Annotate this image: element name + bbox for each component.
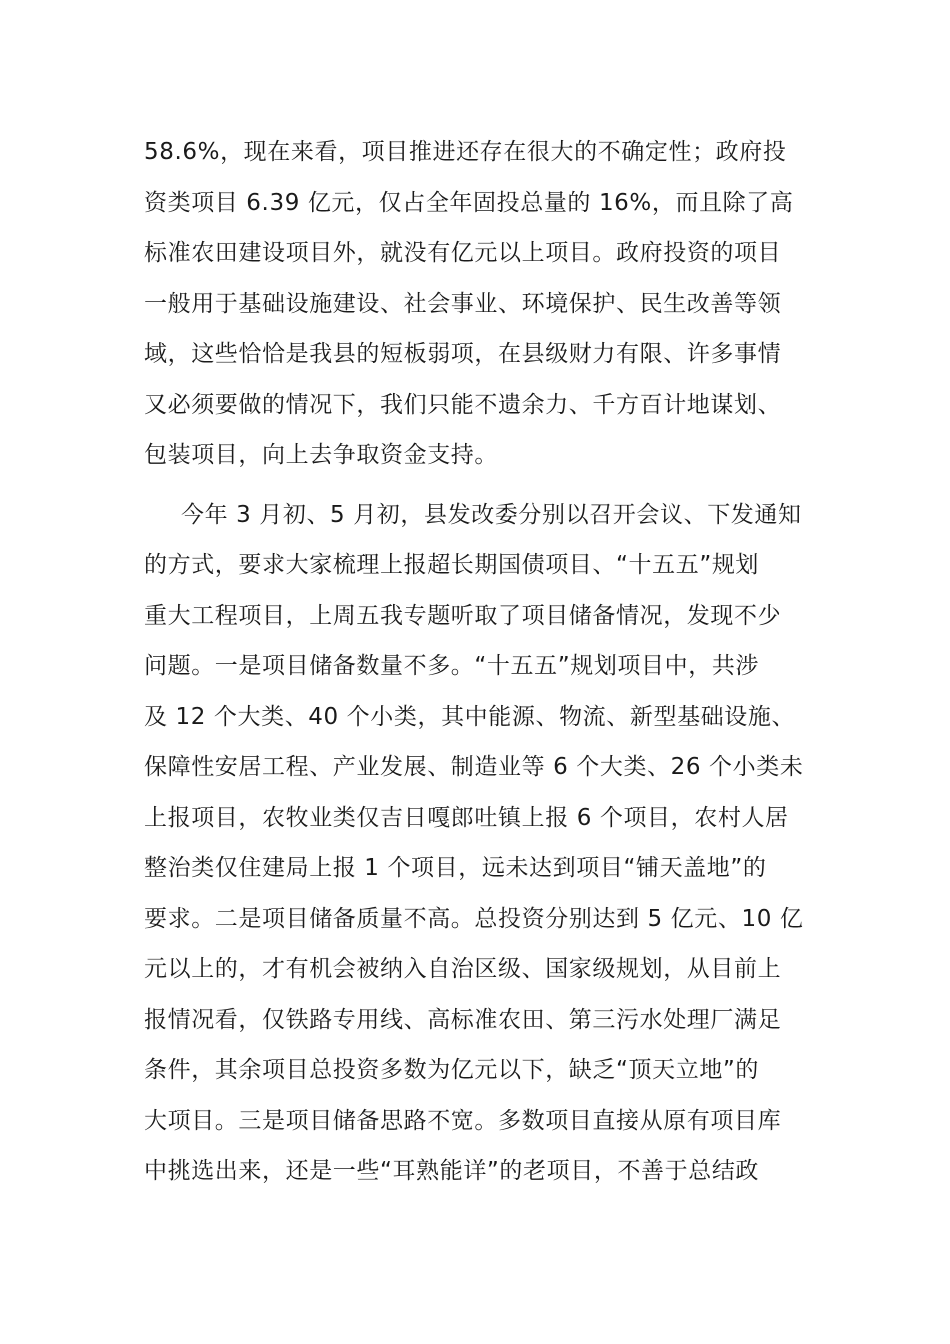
text-line: 资类项目 6.39 亿元，仅占全年固投总量的 16%，而且除了高 xyxy=(144,189,794,216)
text-line xyxy=(144,1197,808,1248)
text-line: 保障性安居工程、产业发展、制造业等 6 个大类、26 个小类未 xyxy=(144,754,804,780)
text-line: 上报项目，农牧业类仅吉日嘎郎吐镇上报 6 个项目，农村人居 xyxy=(144,804,789,831)
text-line: 要求。二是项目储备质量不高。总投资分别达到 5 亿元、10 亿 xyxy=(144,905,804,932)
text-line: 大项目。三是项目储备思路不宽。多数项目直接从原有项目库 xyxy=(144,1107,782,1134)
paragraph-spacer xyxy=(144,481,808,490)
text-line: 一般用于基础设施建设、社会事业、环境保护、民生改善等领 xyxy=(144,290,782,317)
text-line: 及 12 个大类、40 个小类，其中能源、物流、新型基础设施、 xyxy=(144,703,796,730)
text-line: 又必须要做的情况下，我们只能不遗余力、千方百计地谋划、 xyxy=(144,391,782,418)
document-body xyxy=(144,127,808,1247)
text-line: 的方式，要求大家梳理上报超长期国债项目、“十五五”规划 xyxy=(144,552,760,578)
paragraph-1 xyxy=(144,127,808,481)
text-line: 中挑选出来，还是一些“耳熟能详”的老项目，不善于总结政 xyxy=(144,1158,760,1184)
text-line: 整治类仅住建局上报 1 个项目，远未达到项目“铺天盖地”的 xyxy=(144,855,767,881)
text-line: 元以上的，才有机会被纳入自治区级、国家级规划，从目前上 xyxy=(144,956,782,982)
paragraph-2 xyxy=(144,490,808,1248)
text-line: 重大工程项目，上周五我专题听取了项目储备情况，发现不少 xyxy=(144,602,782,629)
text-line: 问题。一是项目储备数量不多。“十五五”规划项目中，共涉 xyxy=(144,653,760,679)
text-line: 包装项目，向上去争取资金支持。 xyxy=(144,442,498,468)
text-line: 58.6%，现在来看，项目推进还存在很大的不确定性；政府投 xyxy=(144,139,787,165)
text-line: 今年 3 月初、5 月初，县发改委分别以召开会议、下发通知 xyxy=(181,501,802,528)
text-line: 标准农田建设项目外，就没有亿元以上项目。政府投资的项目 xyxy=(144,240,782,266)
text-line: 报情况看，仅铁路专用线、高标准农田、第三污水处理厂满足 xyxy=(144,1006,782,1033)
text-line: 域，这些恰恰是我县的短板弱项，在县级财力有限、许多事情 xyxy=(144,341,782,367)
text-line: 条件，其余项目总投资多数为亿元以下，缺乏“顶天立地”的 xyxy=(144,1057,760,1083)
